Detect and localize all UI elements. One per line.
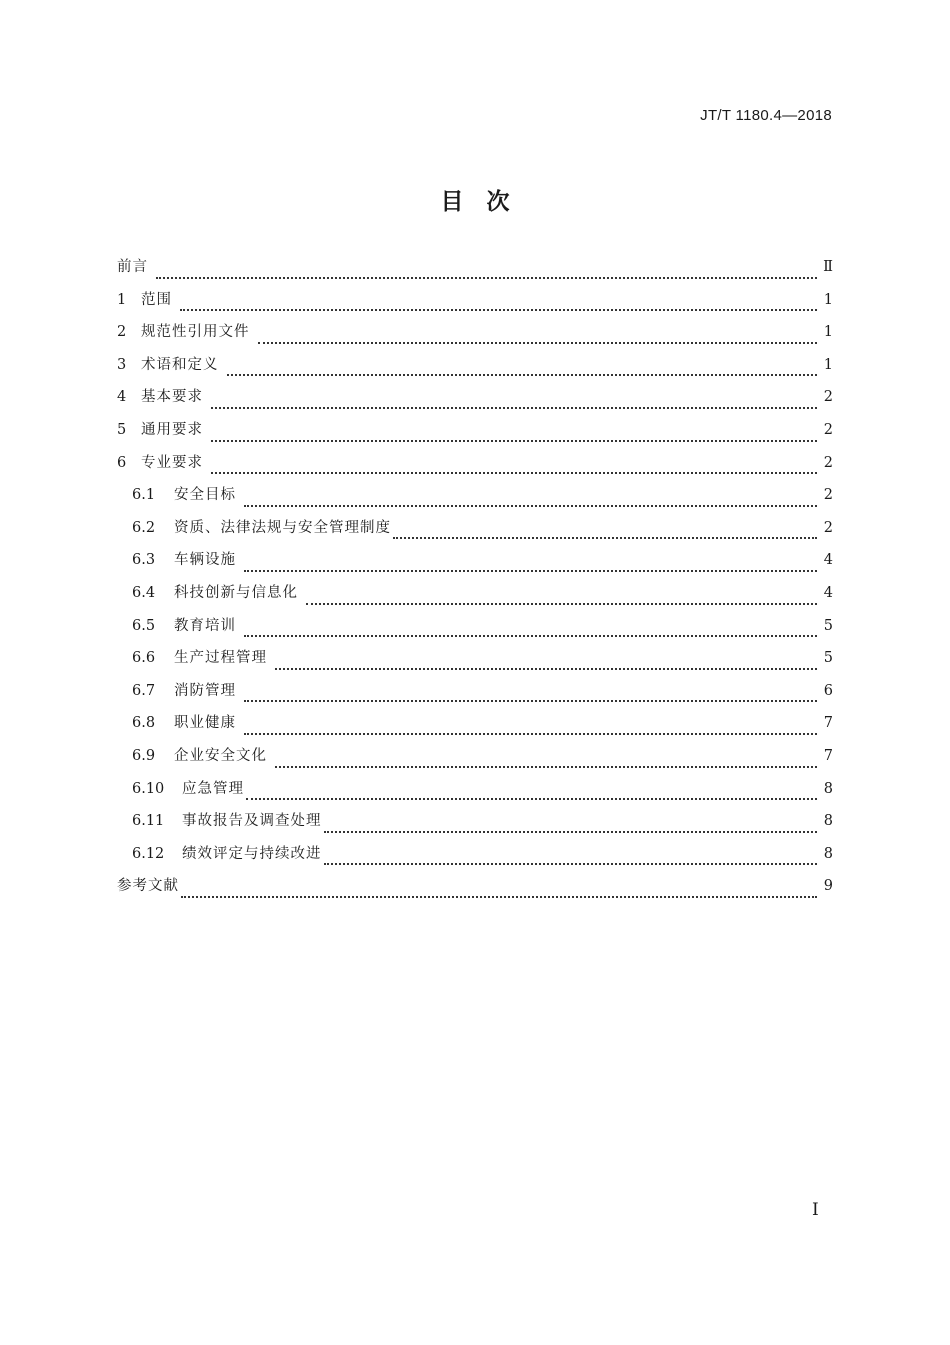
dot-leader	[211, 472, 817, 474]
toc-entry-number: 6.2	[132, 519, 156, 536]
toc-entry-label: 消防管理	[174, 682, 236, 699]
toc-entry-label: 参考文献	[117, 878, 179, 895]
toc-entry-number: 3	[117, 356, 127, 373]
toc-entry-6-2[interactable]	[117, 518, 833, 551]
dot-leader	[324, 831, 818, 833]
dot-leader	[258, 342, 818, 344]
toc-entry-6-1[interactable]	[117, 485, 833, 518]
toc-entry-label: 职业健康	[174, 715, 236, 732]
toc-entry-label: 基本要求	[141, 389, 203, 406]
toc-entry-number: 6.12	[132, 845, 165, 862]
toc-entry-page: 2	[823, 389, 833, 406]
toc-entry-foreword[interactable]	[117, 257, 833, 290]
toc-entry-number: 6.6	[132, 650, 156, 667]
toc-entry-number: 6.7	[132, 682, 156, 699]
toc-entry-number: 6.11	[132, 813, 165, 830]
toc-entry-6-3[interactable]	[117, 550, 833, 583]
toc-entry-number: 6.9	[132, 747, 156, 764]
toc-entry-6-11[interactable]	[117, 811, 833, 844]
toc-entry-label: 安全目标	[174, 487, 236, 504]
toc-entry-page: 4	[823, 552, 833, 569]
toc-entry-6-6[interactable]	[117, 648, 833, 681]
toc-entry-page: 6	[823, 682, 833, 699]
toc-entry-page: 9	[823, 878, 833, 895]
toc-entry-page: 1	[823, 356, 833, 373]
dot-leader	[181, 896, 817, 898]
toc-entry-label: 绩效评定与持续改进	[182, 845, 322, 862]
dot-leader	[211, 440, 817, 442]
toc-entry-6[interactable]	[117, 453, 833, 486]
toc-entry-number: 6.8	[132, 715, 156, 732]
toc-entry-number: 6.1	[132, 487, 156, 504]
toc-entry-page: 8	[823, 845, 833, 862]
toc-entry-page: 4	[823, 584, 833, 601]
toc-entry-references[interactable]	[117, 876, 833, 909]
toc-entry-label: 企业安全文化	[174, 747, 267, 764]
toc-entry-6-7[interactable]	[117, 681, 833, 714]
toc-entry-4[interactable]	[117, 387, 833, 420]
toc-entry-5[interactable]	[117, 420, 833, 453]
toc-entry-6-8[interactable]	[117, 713, 833, 746]
toc-entry-6-9[interactable]	[117, 746, 833, 779]
toc-entry-page: 7	[823, 715, 833, 732]
dot-leader	[244, 733, 817, 735]
toc-entry-label: 范围	[141, 291, 172, 308]
dot-leader	[275, 668, 817, 670]
toc-entry-number: 6.5	[132, 617, 156, 634]
toc-entry-label: 前言	[117, 259, 148, 275]
toc-entry-label: 专业要求	[141, 454, 203, 471]
dot-leader	[393, 537, 817, 539]
dot-leader	[244, 570, 817, 572]
dot-leader	[306, 603, 817, 605]
document-code: JT/T 1180.4—2018	[700, 107, 832, 124]
toc-entry-label: 生产过程管理	[174, 650, 267, 667]
toc-entry-page: 8	[823, 780, 833, 797]
toc-entry-1[interactable]	[117, 290, 833, 323]
toc-entry-label: 事故报告及调查处理	[182, 813, 322, 830]
toc-entry-label: 术语和定义	[141, 356, 219, 373]
toc-entry-3[interactable]	[117, 355, 833, 388]
toc-entry-6-10[interactable]	[117, 779, 833, 812]
toc-entry-number: 6.4	[132, 584, 156, 601]
toc-entry-page: 2	[823, 421, 833, 438]
toc-entry-number: 4	[117, 389, 127, 406]
toc-entry-number: 1	[117, 291, 127, 308]
toc-entry-number: 6.10	[132, 780, 165, 797]
dot-leader	[246, 798, 817, 800]
dot-leader	[211, 407, 817, 409]
toc-entry-page: 8	[823, 813, 833, 830]
dot-leader	[324, 863, 818, 865]
table-of-contents	[117, 257, 833, 909]
toc-entry-number: 6.3	[132, 552, 156, 569]
toc-entry-number: 5	[117, 421, 127, 438]
toc-entry-page: 2	[823, 454, 833, 471]
dot-leader	[180, 309, 817, 311]
toc-entry-label: 应急管理	[182, 780, 244, 797]
toc-entry-label: 科技创新与信息化	[174, 584, 298, 601]
toc-entry-label: 通用要求	[141, 421, 203, 438]
toc-entry-page: 5	[823, 617, 833, 634]
dot-leader	[244, 700, 817, 702]
toc-entry-page: Ⅱ	[823, 259, 833, 275]
toc-entry-page: 2	[823, 519, 833, 536]
dot-leader	[244, 635, 817, 637]
dot-leader	[244, 505, 817, 507]
toc-entry-number: 6	[117, 454, 127, 471]
toc-entry-number: 2	[117, 324, 127, 341]
dot-leader	[156, 277, 817, 279]
toc-entry-label: 规范性引用文件	[141, 324, 250, 341]
toc-entry-6-12[interactable]	[117, 844, 833, 877]
toc-entry-page: 1	[823, 291, 833, 308]
toc-entry-6-4[interactable]	[117, 583, 833, 616]
toc-entry-page: 5	[823, 650, 833, 667]
dot-leader	[275, 766, 817, 768]
dot-leader	[227, 374, 818, 376]
page-number: Ⅰ	[812, 1200, 819, 1219]
page-title: 目 次	[440, 189, 510, 215]
toc-entry-2[interactable]	[117, 322, 833, 355]
toc-entry-page: 2	[823, 487, 833, 504]
toc-entry-page: 1	[823, 324, 833, 341]
toc-entry-label: 资质、法律法规与安全管理制度	[174, 519, 391, 536]
toc-entry-page: 7	[823, 747, 833, 764]
toc-entry-label: 车辆设施	[174, 552, 236, 569]
toc-entry-label: 教育培训	[174, 617, 236, 634]
toc-entry-6-5[interactable]	[117, 616, 833, 649]
